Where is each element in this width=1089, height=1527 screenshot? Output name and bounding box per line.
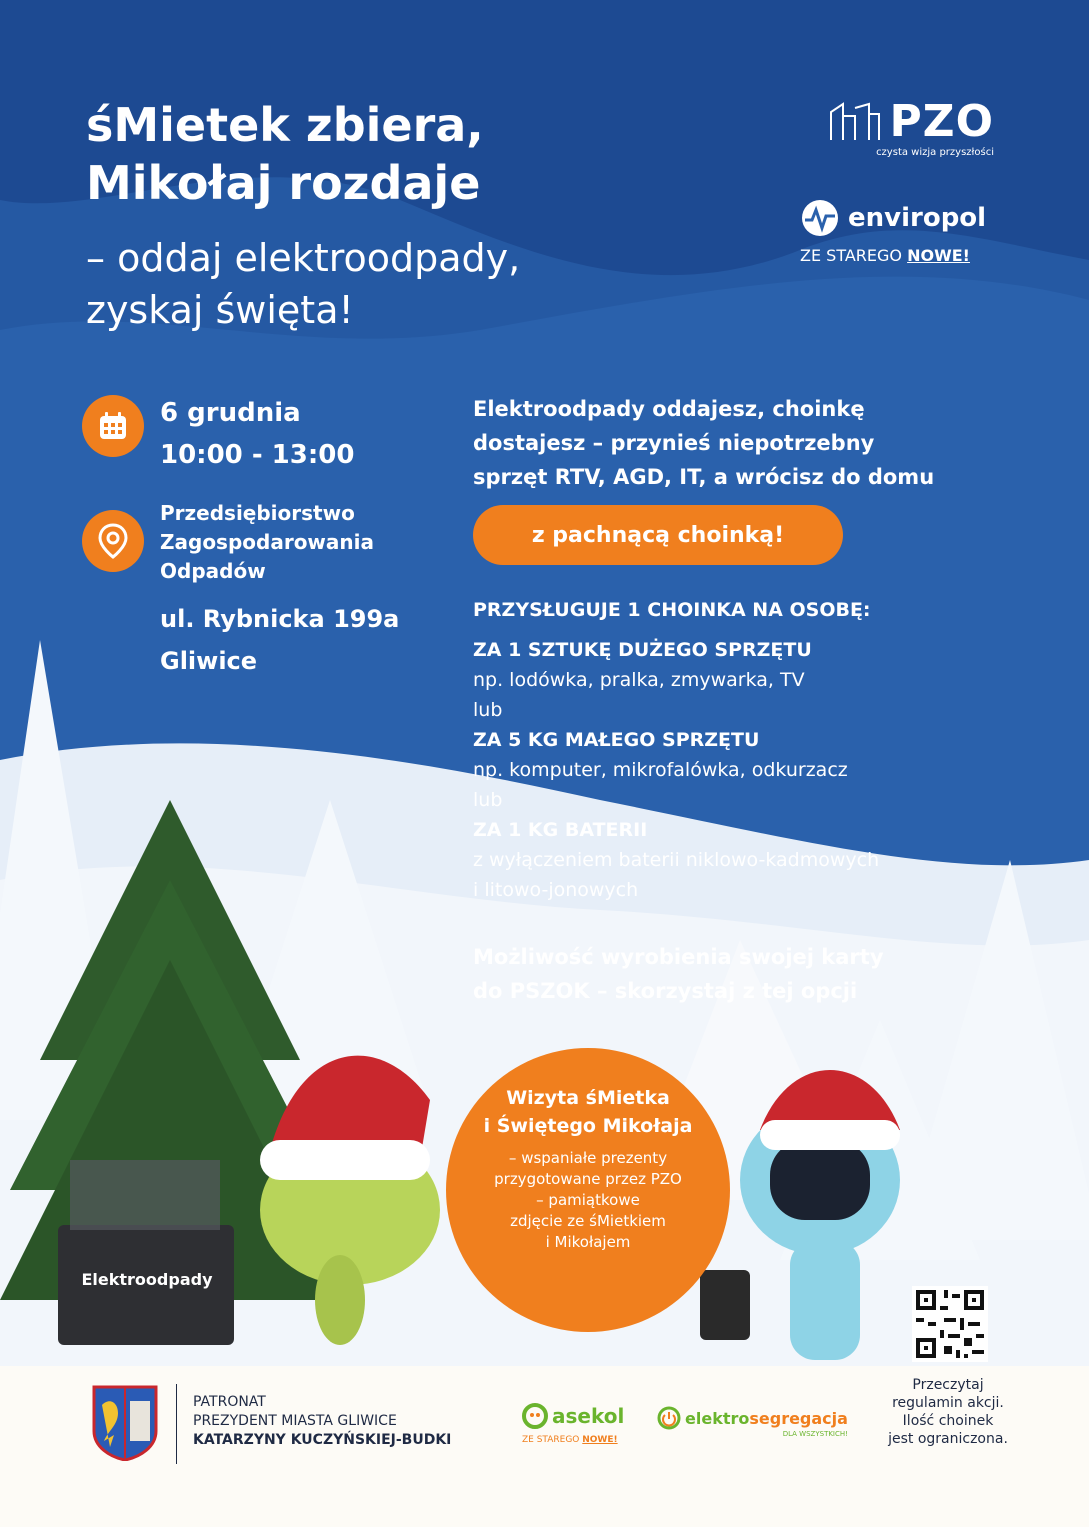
enviropol-logo: [800, 198, 994, 265]
place-line-1: Przedsiębiorstwo: [160, 501, 355, 525]
asekol-logo: [522, 1403, 624, 1445]
visit-body-3: – pamiątkowe: [536, 1191, 640, 1209]
headline-line-1: śMietek zbiera,: [86, 98, 484, 152]
intro-line-2: dostajesz – przynieś niepotrzebny: [473, 431, 875, 455]
event-time: 10:00 - 13:00: [160, 440, 355, 470]
rules-heading: PRZYSŁUGUJE 1 CHOINKA NA OSOBĘ:: [473, 599, 871, 621]
calendar-icon: [82, 395, 144, 457]
location-pin-icon: [82, 510, 144, 572]
event-address: [160, 598, 399, 682]
rule-3-desc-1: z wyłączeniem baterii niklowo-kadmowych: [473, 849, 880, 871]
patronat-text: [193, 1393, 451, 1450]
visit-body: [446, 1148, 730, 1253]
elektrosegregacja-logo: [657, 1406, 848, 1438]
visit-body-4: zdjęcie ze śMietkiem: [510, 1212, 666, 1230]
rules-list: [473, 595, 993, 905]
bin-label: Elektroodpady: [81, 1270, 213, 1289]
enviropol-slogan-a: ZE STAREGO: [800, 246, 908, 265]
card-line-1: Możliwość wyrobienia swojej karty: [473, 945, 884, 969]
qr-note-4: jest ograniczona.: [888, 1431, 1008, 1447]
pszok-card-info: [473, 940, 884, 1008]
subheadline-line-2: zyskaj święta!: [86, 288, 354, 332]
visit-body-2: przygotowane przez PZO: [494, 1170, 682, 1188]
event-date: 6 grudnia: [160, 398, 301, 428]
tree-reward-pill: z pachnącą choinką!: [473, 505, 843, 565]
intro-text: [473, 392, 934, 494]
qr-code-icon[interactable]: [912, 1286, 988, 1362]
rule-2-title: ZA 5 KG MAŁEGO SPRZĘTU: [473, 729, 760, 751]
qr-note: [858, 1376, 1038, 1448]
rule-3-title: ZA 1 KG BATERII: [473, 819, 648, 841]
visit-title-2: i Świętego Mikołaja: [483, 1115, 693, 1137]
place-line-2: Zagospodarowania: [160, 530, 374, 554]
event-datetime: [160, 392, 354, 476]
asekol-slogan-b: NOWE!: [582, 1435, 618, 1445]
enviropol-slogan-b: NOWE!: [907, 246, 970, 265]
elektro-name-b: segregacja: [749, 1408, 848, 1428]
asekol-slogan-a: ZE STAREGO: [522, 1435, 583, 1445]
elektro-name-a: elektro: [685, 1408, 750, 1428]
place-line-3: Odpadów: [160, 559, 266, 583]
footer-divider: [176, 1384, 177, 1464]
visit-title: [446, 1084, 730, 1140]
rule-1-title: ZA 1 SZTUKĘ DUŻEGO SPRZĘTU: [473, 639, 812, 661]
patronat-line-2: PREZYDENT MIASTA GLIWICE: [193, 1413, 397, 1429]
intro-line-1: Elektroodpady oddajesz, choinkę: [473, 397, 865, 421]
pzo-tagline: czysta wizja przyszłości: [876, 147, 994, 158]
rule-2-desc: np. komputer, mikrofalówka, odkurzacz: [473, 759, 848, 781]
city-coat-of-arms-icon: [92, 1385, 158, 1461]
asekol-mark-icon: [522, 1403, 548, 1429]
pzo-name: PZO: [889, 96, 994, 147]
headline-line-2: Mikołaj rozdaje: [86, 156, 481, 210]
qr-note-3: Ilość choinek: [902, 1413, 994, 1429]
event-place: [160, 499, 374, 586]
event-city: Gliwice: [160, 647, 258, 675]
pzo-logo: [804, 96, 994, 158]
subheadline-line-1: – oddaj elektroodpady,: [86, 236, 521, 280]
rule-1-desc: np. lodówka, pralka, zmywarka, TV: [473, 669, 805, 691]
enviropol-mark-icon: [800, 198, 840, 238]
enviropol-name: enviropol: [848, 203, 987, 233]
card-line-2: do PSZOK – skorzystaj z tej opcji: [473, 979, 858, 1003]
visit-body-1: – wspaniałe prezenty: [508, 1149, 668, 1167]
asekol-name: asekol: [552, 1404, 625, 1428]
rule-or-1: lub: [473, 699, 503, 721]
qr-note-1: Przeczytaj: [912, 1377, 984, 1393]
event-street: ul. Rybnicka 199a: [160, 605, 400, 633]
subheadline: [86, 232, 520, 336]
elektrosegregacja-tagline: DLA WSZYSTKICH!: [782, 1430, 848, 1438]
patronat-line-3: KATARZYNY KUCZYŃSKIEJ-BUDKI: [193, 1432, 452, 1448]
headline: [86, 96, 484, 212]
visit-title-1: Wizyta śMietka: [506, 1087, 670, 1109]
intro-line-3: sprzęt RTV, AGD, IT, a wrócisz do domu: [473, 465, 935, 489]
visit-circle: [446, 1048, 730, 1332]
enviropol-slogan: [800, 246, 994, 265]
rule-3-desc-2: i litowo-jonowych: [473, 879, 639, 901]
pzo-mark-icon: [829, 102, 881, 142]
visit-body-5: i Mikołajem: [545, 1233, 631, 1251]
rule-or-2: lub: [473, 789, 503, 811]
patronat-line-1: PATRONAT: [193, 1394, 266, 1410]
qr-note-2: regulamin akcji.: [892, 1395, 1004, 1411]
elektrosegregacja-name: [685, 1409, 848, 1428]
elektrosegregacja-mark-icon: [657, 1406, 681, 1430]
asekol-slogan: [522, 1435, 624, 1445]
